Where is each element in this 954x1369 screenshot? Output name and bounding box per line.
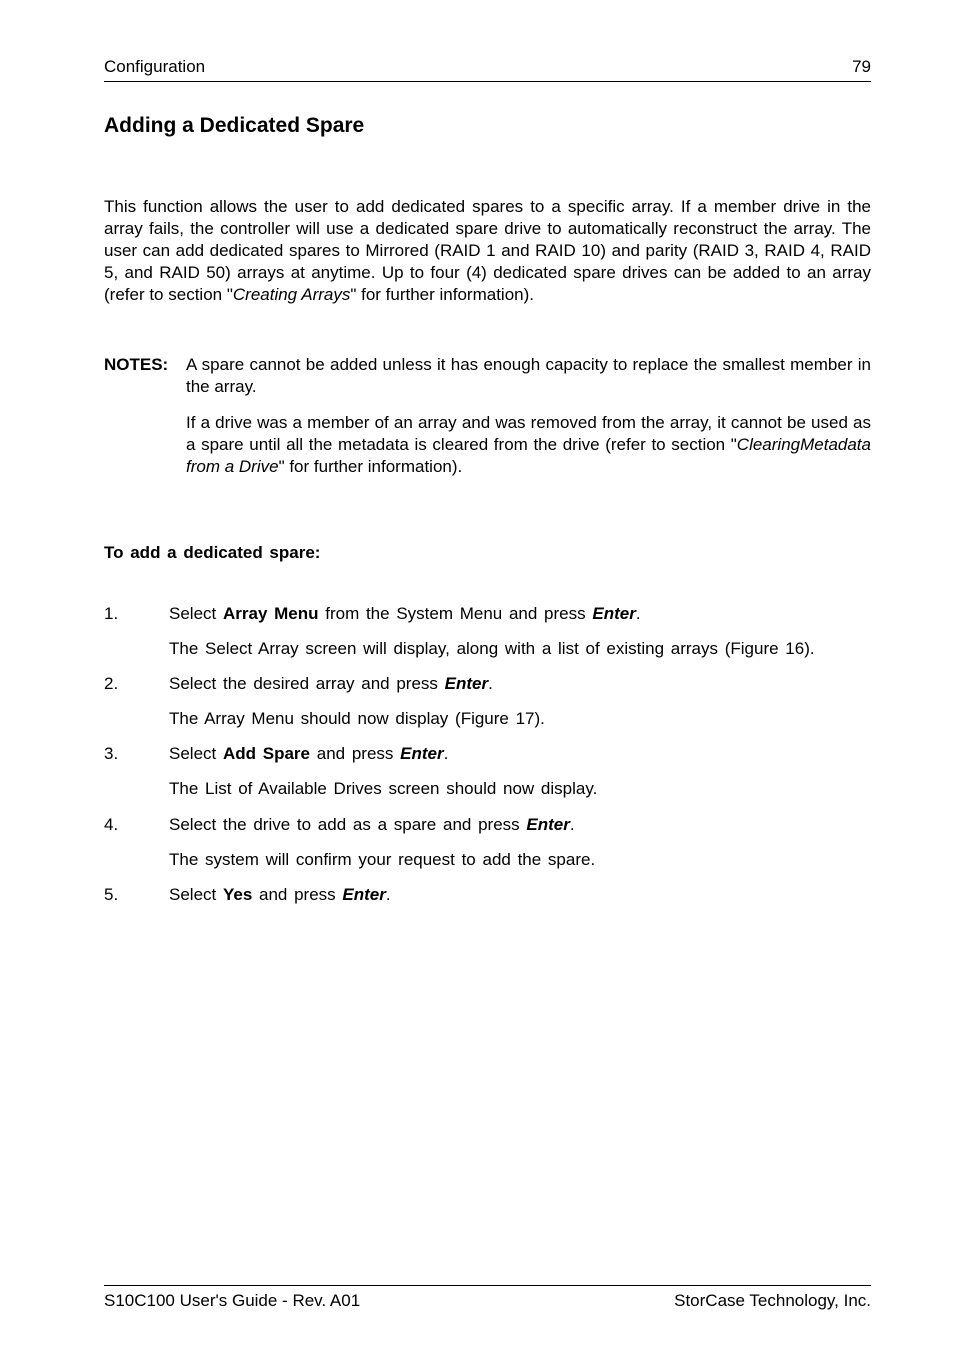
running-header-section: Configuration bbox=[104, 57, 206, 76]
step-number: 1. bbox=[104, 604, 119, 623]
step-result: The system will confirm your request to add the spare. bbox=[169, 850, 596, 869]
step-result: The List of Available Drives screen should now display. bbox=[169, 779, 598, 798]
step-text: Select the drive to add as a spare and press bbox=[169, 815, 527, 834]
step-text: and press bbox=[252, 885, 343, 904]
intro-text-2: " for further information). bbox=[350, 285, 534, 304]
step-instruction bbox=[169, 603, 641, 625]
step-instruction bbox=[169, 743, 448, 765]
intro-reference: Creating Arrays bbox=[232, 285, 351, 304]
section-title: Adding a Dedicated Spare bbox=[104, 114, 365, 137]
step-key: Enter bbox=[342, 885, 386, 904]
step-menu-item: Yes bbox=[222, 885, 253, 904]
step-text: . bbox=[443, 744, 449, 763]
step-text: and press bbox=[310, 744, 401, 763]
step-text: . bbox=[488, 674, 493, 693]
step-number: 5. bbox=[104, 885, 119, 904]
step-text: Select the desired array and press bbox=[169, 674, 445, 693]
step-number: 4. bbox=[104, 815, 119, 834]
note-2-text-1: If a drive was a member of an array and was removed from the array, it cannot be used as a spare until all the metadata is cleared from the drive (refer to section " bbox=[186, 413, 871, 454]
page-number: 79 bbox=[852, 57, 871, 76]
step-number: 3. bbox=[104, 744, 119, 763]
note-2 bbox=[186, 412, 871, 478]
step-result: The Array Menu should now display (Figure 17). bbox=[169, 709, 545, 728]
step-result: The Select Array screen will display, along with a list of existing arrays (Figure 16). bbox=[169, 639, 815, 658]
intro-paragraph bbox=[104, 196, 871, 306]
step-text: Select bbox=[169, 885, 223, 904]
step-text: Select bbox=[169, 744, 223, 763]
step-key: Enter bbox=[400, 744, 444, 763]
step-key: Enter bbox=[592, 604, 636, 623]
footer-rule bbox=[104, 1285, 871, 1286]
footer-document-title: S10C100 User's Guide - Rev. A01 bbox=[104, 1291, 361, 1310]
step-number: 2. bbox=[104, 674, 119, 693]
note-2-reference: ClearingMetadata from a Drive bbox=[186, 435, 871, 476]
step-key: Enter bbox=[526, 815, 570, 834]
step-instruction bbox=[169, 814, 575, 836]
intro-text-1: This function allows the user to add dedicated spares to a specific array. If a member drive in the array fails, the controller will use a dedicated spare drive to automatically reconstruct the array. The user can add dedicated spares to Mirrored (RAID 1 and RAID 10) and parity (RAID 3, RAID 4, RAID 5, and RAID 50) arrays at anytime. Up to four (4) dedicated spare drives can be added to an array (refer to section " bbox=[104, 197, 871, 304]
procedure-title: To add a dedicated spare: bbox=[104, 543, 321, 562]
step-key: Enter bbox=[444, 674, 489, 693]
step-instruction bbox=[169, 884, 391, 906]
header-rule bbox=[104, 81, 871, 82]
step-text: Select bbox=[169, 604, 223, 623]
step-instruction bbox=[169, 673, 493, 695]
footer-company: StorCase Technology, Inc. bbox=[674, 1291, 871, 1310]
step-menu-item: Array Menu bbox=[222, 604, 319, 623]
step-text: . bbox=[635, 604, 641, 623]
step-text: from the System Menu and press bbox=[318, 604, 593, 623]
step-text: . bbox=[385, 885, 391, 904]
note-1: A spare cannot be added unless it has enough capacity to replace the smallest member in the array. bbox=[186, 355, 871, 396]
note-2-text-2: " for further information). bbox=[278, 457, 463, 476]
notes-label: NOTES: bbox=[104, 355, 169, 374]
step-menu-item: Add Spare bbox=[222, 744, 311, 763]
step-text: . bbox=[569, 815, 575, 834]
